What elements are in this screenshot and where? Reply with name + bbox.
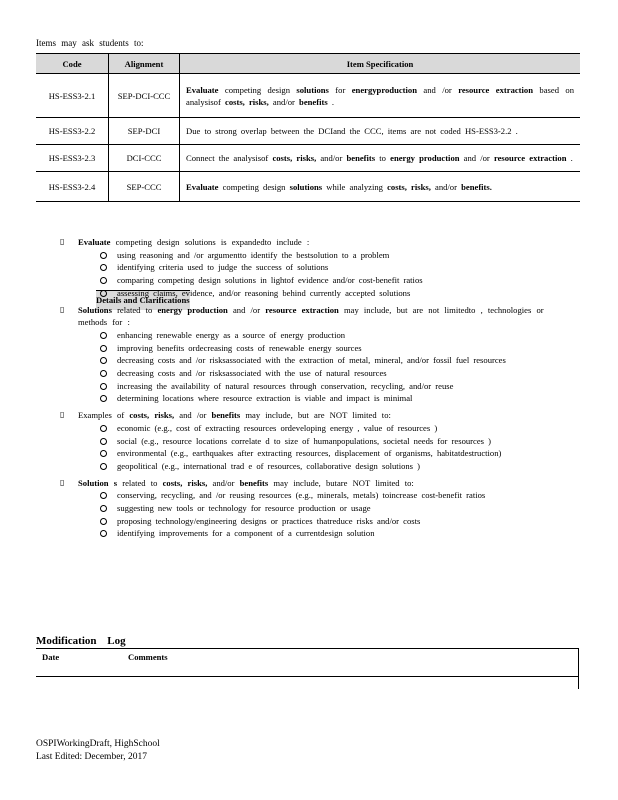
spec-text-run: solutions bbox=[296, 84, 329, 95]
heading-text-run: resource extraction bbox=[265, 304, 339, 315]
spec-text-run: Evaluate bbox=[186, 181, 219, 192]
footer-line-1: OSPIWorkingDraft, HighSchool bbox=[36, 739, 160, 749]
list-item bbox=[78, 447, 566, 460]
item-code: HS-ESS3-2.2 bbox=[36, 118, 109, 145]
heading-text-run: Examples of bbox=[78, 410, 130, 421]
list-item bbox=[78, 354, 566, 367]
spec-text-run: to bbox=[375, 153, 391, 163]
spec-text-run: and /or bbox=[459, 153, 494, 163]
list-item-text: suggesting new tools or technology for resource production or usage bbox=[117, 503, 371, 514]
spec-text-run: costs, risks, bbox=[272, 153, 317, 163]
list-item-text: proposing technology/engineering designs or practices thatreduce risks and/or costs bbox=[117, 515, 421, 526]
comments-column-header: Comments bbox=[128, 652, 168, 662]
table-row bbox=[36, 172, 580, 202]
spec-text-run: Connect the analysisof bbox=[186, 153, 273, 163]
heading-text-run: may include, but are not limitedto , technologies or methods for : bbox=[78, 304, 544, 328]
heading-text-run: and /or bbox=[174, 410, 212, 421]
item-code: HS-ESS3-2.3 bbox=[36, 145, 109, 172]
list-item-text: social (e.g., resource locations correlate d to size of humanpopulations, societal needs for resources ) bbox=[117, 435, 492, 446]
details-section bbox=[60, 236, 566, 544]
list-item-text: assessing claims, evidence, and/or reasoning behind currently accepted solutions bbox=[117, 287, 411, 298]
spec-text-run: and/or bbox=[430, 181, 462, 192]
square-bullet-icon: ▯ bbox=[60, 410, 65, 420]
list-item bbox=[78, 261, 566, 274]
heading-text-run: competing design solutions is expandedto include : bbox=[110, 237, 310, 247]
hollow-circle-icon bbox=[100, 438, 107, 445]
heading-text-run: may include, butare NOT limited to: bbox=[268, 477, 414, 488]
list-item bbox=[78, 422, 566, 435]
heading-text-run: related to bbox=[111, 304, 158, 315]
item-code: HS-ESS3-2.4 bbox=[36, 172, 109, 202]
spec-text-run: and/or bbox=[268, 96, 300, 107]
spec-text-run: while analyzing bbox=[322, 181, 388, 192]
item-alignment: SEP-CCC bbox=[109, 172, 180, 202]
spec-text-run: benefits bbox=[346, 153, 376, 163]
heading-text-run: and/or bbox=[207, 477, 240, 488]
footer-line-2: Last Edited: December, 2017 bbox=[36, 752, 147, 762]
hollow-circle-icon bbox=[100, 425, 107, 432]
item-specification bbox=[180, 172, 581, 202]
heading-text-run: energy production bbox=[157, 304, 228, 315]
hollow-circle-icon bbox=[100, 383, 107, 390]
hollow-circle-icon bbox=[100, 463, 107, 470]
list-item-text: identifying improvements for a component of a currentdesign solution bbox=[117, 528, 375, 539]
spec-text-run: and/or bbox=[316, 153, 347, 163]
square-bullet-icon: ▯ bbox=[60, 477, 65, 487]
list-item bbox=[78, 392, 566, 405]
spec-text-run: costs, risks, bbox=[225, 96, 269, 107]
list-item bbox=[78, 329, 566, 342]
section-heading bbox=[78, 409, 566, 422]
list-item-text: comparing competing design solutions in lightof evidence and/or cost-benefit ratios bbox=[117, 275, 423, 286]
spec-text-run: resource extraction bbox=[493, 153, 567, 163]
section-heading bbox=[78, 304, 566, 329]
list-item-text: increasing the availability of natural resources through conservation, recycling, and/or reuse bbox=[117, 380, 454, 391]
spec-text-run: and /or bbox=[417, 84, 459, 95]
hollow-circle-icon bbox=[100, 357, 107, 364]
heading-text-run: Evaluate bbox=[78, 237, 111, 247]
details-section-block bbox=[60, 409, 566, 473]
hollow-circle-icon bbox=[100, 332, 107, 339]
hollow-circle-icon bbox=[100, 492, 107, 499]
spec-text-run: resource extraction bbox=[458, 84, 534, 95]
item-specification bbox=[180, 145, 581, 172]
item-specification bbox=[180, 118, 581, 145]
spec-text-run: based on analysisof bbox=[186, 84, 574, 107]
spec-text-run: energyproduction bbox=[351, 84, 417, 95]
heading-text-run: Solutions bbox=[78, 304, 112, 315]
heading-text-run: costs, risks, bbox=[162, 477, 208, 488]
spec-text-run: . bbox=[327, 96, 334, 107]
table-row bbox=[36, 74, 580, 118]
list-item bbox=[78, 527, 566, 540]
table-row bbox=[36, 118, 580, 145]
details-header: Details and Clarifications bbox=[96, 290, 190, 310]
item-alignment: DCI-CCC bbox=[109, 145, 180, 172]
footer bbox=[36, 738, 160, 764]
hollow-circle-icon bbox=[100, 370, 107, 377]
item-code: HS-ESS3-2.1 bbox=[36, 74, 109, 118]
item-alignment: SEP-DCI-CCC bbox=[109, 74, 180, 118]
list-item-text: conserving, recycling, and /or reusing resources (e.g., minerals, metals) toincrease cost-benefit ratios bbox=[117, 490, 486, 501]
list-item bbox=[78, 249, 566, 262]
square-bullet-icon: ▯ bbox=[60, 304, 65, 314]
spec-text-run: benefits. bbox=[461, 181, 492, 192]
list-item bbox=[78, 515, 566, 528]
spec-text-run: for bbox=[328, 84, 352, 95]
list-item-text: environmental (e.g., earthquakes after extracting resources, displacement of organisms, habitatdestruction) bbox=[117, 448, 502, 459]
hollow-circle-icon bbox=[100, 277, 107, 284]
list-item bbox=[78, 502, 566, 515]
section-heading bbox=[78, 477, 566, 490]
heading-text-run: and /or bbox=[227, 304, 266, 315]
spec-text-run: benefits bbox=[299, 96, 328, 107]
list-item bbox=[78, 342, 566, 355]
hollow-circle-icon bbox=[100, 252, 107, 259]
table-row bbox=[36, 145, 580, 172]
hollow-circle-icon bbox=[100, 264, 107, 271]
hollow-circle-icon bbox=[100, 290, 107, 297]
spec-text-run: competing design bbox=[218, 181, 290, 192]
list-item-text: identifying criteria used to judge the success of solutions bbox=[117, 262, 329, 273]
list-item-text: determining locations where resource extraction is viable and impact is minimal bbox=[117, 393, 413, 404]
list-item bbox=[78, 435, 566, 448]
spec-text-run: Evaluate bbox=[186, 84, 219, 95]
list-item bbox=[78, 367, 566, 380]
list-item-text: improving benefits ordecreasing costs of renewable energy sources bbox=[117, 342, 362, 353]
table-header-row bbox=[36, 54, 580, 74]
spec-column-header: Item Specification bbox=[180, 54, 581, 74]
list-item bbox=[78, 380, 566, 393]
modification-log-title: Modification Log bbox=[36, 635, 126, 647]
heading-text-run: costs, risks, bbox=[129, 410, 175, 421]
date-column-header: Date bbox=[42, 652, 60, 662]
list-item-text: enhancing renewable energy as a source of energy production bbox=[117, 329, 346, 340]
heading-text-run: Solution s bbox=[78, 477, 118, 488]
heading-text-run: benefits bbox=[239, 477, 269, 488]
item-alignment: SEP-DCI bbox=[109, 118, 180, 145]
list-item bbox=[78, 460, 566, 473]
intro-text: Items may ask students to: bbox=[36, 38, 144, 48]
hollow-circle-icon bbox=[100, 395, 107, 402]
section-heading bbox=[78, 236, 566, 249]
heading-text-run: may include, but are NOT limited to: bbox=[240, 410, 391, 421]
code-column-header: Code bbox=[36, 54, 109, 74]
list-item-text: decreasing costs and /or risksassociated with the extraction of metal, mineral, and/or fossil fuel resources bbox=[117, 355, 506, 366]
heading-text-run: related to bbox=[117, 477, 163, 488]
item-specification bbox=[180, 74, 581, 118]
details-section-block bbox=[60, 236, 566, 300]
list-item-text: geopolitical (e.g., international trad e of resources, collaborative design solutions ) bbox=[117, 460, 421, 471]
list-item-text: economic (e.g., cost of extracting resources ordeveloping energy , value of resources ) bbox=[117, 422, 438, 433]
hollow-circle-icon bbox=[100, 505, 107, 512]
modification-log-empty-row bbox=[36, 677, 579, 689]
hollow-circle-icon bbox=[100, 518, 107, 525]
spec-text-run: competing design bbox=[218, 84, 297, 95]
list-item bbox=[78, 489, 566, 502]
modification-log-table bbox=[36, 648, 579, 689]
alignment-column-header: Alignment bbox=[109, 54, 180, 74]
heading-text-run: benefits bbox=[211, 410, 241, 421]
spec-text-run: Due to strong overlap between the DCIand the CCC, items are not coded HS-ESS3-2.2 . bbox=[186, 126, 518, 136]
list-item-text: decreasing costs and /or risksassociated with the use of natural resources bbox=[117, 368, 387, 379]
modification-log-header-row bbox=[36, 649, 579, 677]
details-section-block bbox=[60, 304, 566, 406]
hollow-circle-icon bbox=[100, 345, 107, 352]
hollow-circle-icon bbox=[100, 530, 107, 537]
list-item bbox=[78, 274, 566, 287]
square-bullet-icon: ▯ bbox=[60, 237, 65, 246]
details-section-block bbox=[60, 477, 566, 541]
spec-text-run: . bbox=[566, 153, 573, 163]
hollow-circle-icon bbox=[100, 450, 107, 457]
spec-text-run: energy production bbox=[390, 153, 460, 163]
spec-text-run: solutions bbox=[289, 181, 323, 192]
list-item bbox=[78, 287, 566, 300]
spec-text-run: costs, risks, bbox=[387, 181, 431, 192]
list-item-text: using reasoning and /or argumentto identify the bestsolution to a problem bbox=[117, 249, 390, 260]
